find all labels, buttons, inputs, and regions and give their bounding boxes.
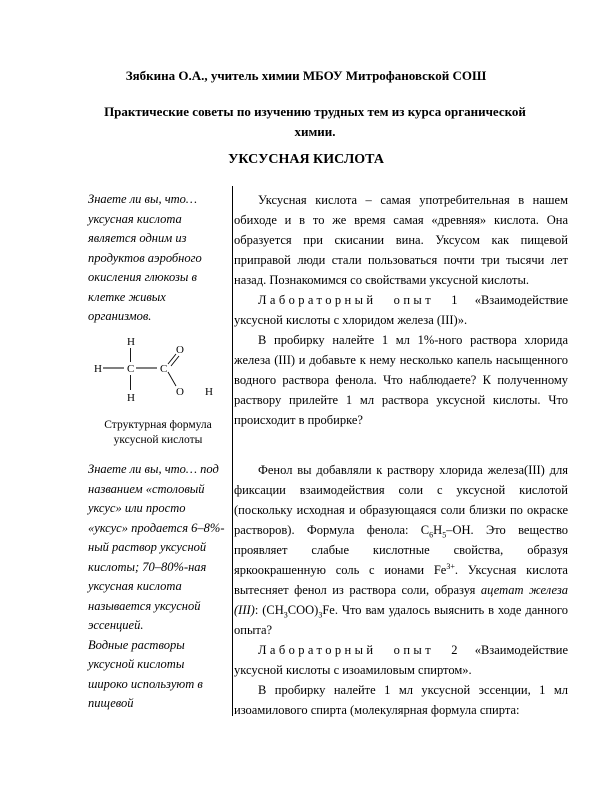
experiment-2-heading (234, 640, 568, 680)
experiment-1-title: «Взаимодействие уксусной кислоты с хлоридом железа (III)». (234, 293, 568, 327)
main-text-block-2 (234, 460, 568, 720)
sidebar-note-2-text: Знаете ли вы, что… под названием «столовый уксус» или просто «уксус» продается 6–8%-ный раствор уксусной кислоты; 70–80%-ная уксусная кислота называется уксусной эссенцией. (88, 462, 225, 632)
acetate-sub-4: 3 (318, 610, 323, 620)
iron-charge: 3+ (446, 561, 455, 571)
experiment-2-instructions: В пробирку налейте 1 мл уксусной эссенции, 1 мл изоамилового спирта (молекулярная формула спирта: (234, 683, 568, 717)
phenol-explanation (234, 460, 568, 640)
iron-acetate-term: ацетат железа (III) (234, 583, 569, 617)
experiment-1-instructions: В пробирку налейте 1 мл 1%-ного раствора хлорида железа (III) и добавьте к нему несколько капель насыщенного водного раствора фенола. Что наблюдаете? К полученному раствору прилейте 1 мл раствора уксусной кислоты. Что происходит в пробирке? (234, 333, 568, 427)
phenol-text-d: . Уксусная кислота вытесняет фенол из раствора соли, образуя (234, 563, 568, 597)
formula-atom-h-left: H (94, 363, 102, 375)
sidebar-note-3-text: Водные растворы уксусной кислоты широко используют в пищевой (88, 637, 203, 710)
phenol-text-a: Фенол вы добавляли к раствору хлорида железа(III) для фиксации взаимодействия соли с уксусной кислотой (поскольку исходная и образующаяся соли близки по окраске растворов). Формула фенола: C (234, 463, 568, 537)
phenol-sub-2: 5 (442, 530, 447, 540)
formula-atom-o-top: O (176, 344, 184, 356)
phenol-sub-1: 6 (429, 530, 434, 540)
formula-atom-h-bottom: H (127, 392, 135, 404)
intro-paragraph: Уксусная кислота – самая употребительная в нашем обиходе и в то же время самая «древняя» кислота. Она образуется при скисании вина. Уксусом как пищевой приправой люди стали пользоваться почти три тысячи лет назад. Познакомимся со свойствами уксусной кислоты. (234, 193, 568, 287)
experiment-2-title: «Взаимодействие уксусной кислоты с изоамиловым спиртом». (234, 643, 568, 677)
formula-atom-o-bottom: O (176, 386, 184, 398)
sidebar-note-1 (88, 190, 226, 327)
experiment-1-heading (234, 290, 568, 330)
formula-caption: Структурная формула уксусной кислоты (104, 419, 212, 446)
acetic-acid-structural-formula (92, 335, 222, 405)
phenol-text-e: : (CH (254, 603, 284, 617)
phenol-text-c: –OH. Это вещество проявляет слабые кислотные свойства, образуя яркоокрашенную соль с ионами Fe (234, 523, 569, 577)
experiment-1-label: Лабораторный опыт 1 (258, 293, 461, 307)
phenol-text-b: H (433, 523, 443, 537)
column-divider (232, 186, 233, 716)
formula-atom-c2: C (160, 363, 168, 375)
formula-atom-h-right: H (205, 386, 213, 398)
experiment-2-label: Лабораторный опыт 2 (258, 643, 461, 657)
main-text-block-1 (234, 190, 568, 430)
phenol-text-f: COO) (287, 603, 319, 617)
document-subtitle: Практические советы по изучению трудных тем из курса органической химии. (104, 104, 526, 139)
formula-atom-h-top: H (127, 336, 135, 348)
formula-atom-c1: C (127, 363, 135, 375)
phenol-text-g: Fe. Что вам удалось выяснить в ходе данного опыта? (234, 603, 568, 637)
acetate-sub-3: 3 (283, 610, 288, 620)
author-line: Зябкина О.А., учитель химии МБОУ Митрофановской СОШ (125, 68, 487, 83)
section-title: УКСУСНАЯ КИСЛОТА (228, 152, 384, 167)
sidebar-note-2 (88, 460, 226, 714)
sidebar-note-1-text: Знаете ли вы, что… уксусная кислота является одним из продуктов аэробного окисления глюкозы в клетке живых организмов. (88, 192, 202, 323)
